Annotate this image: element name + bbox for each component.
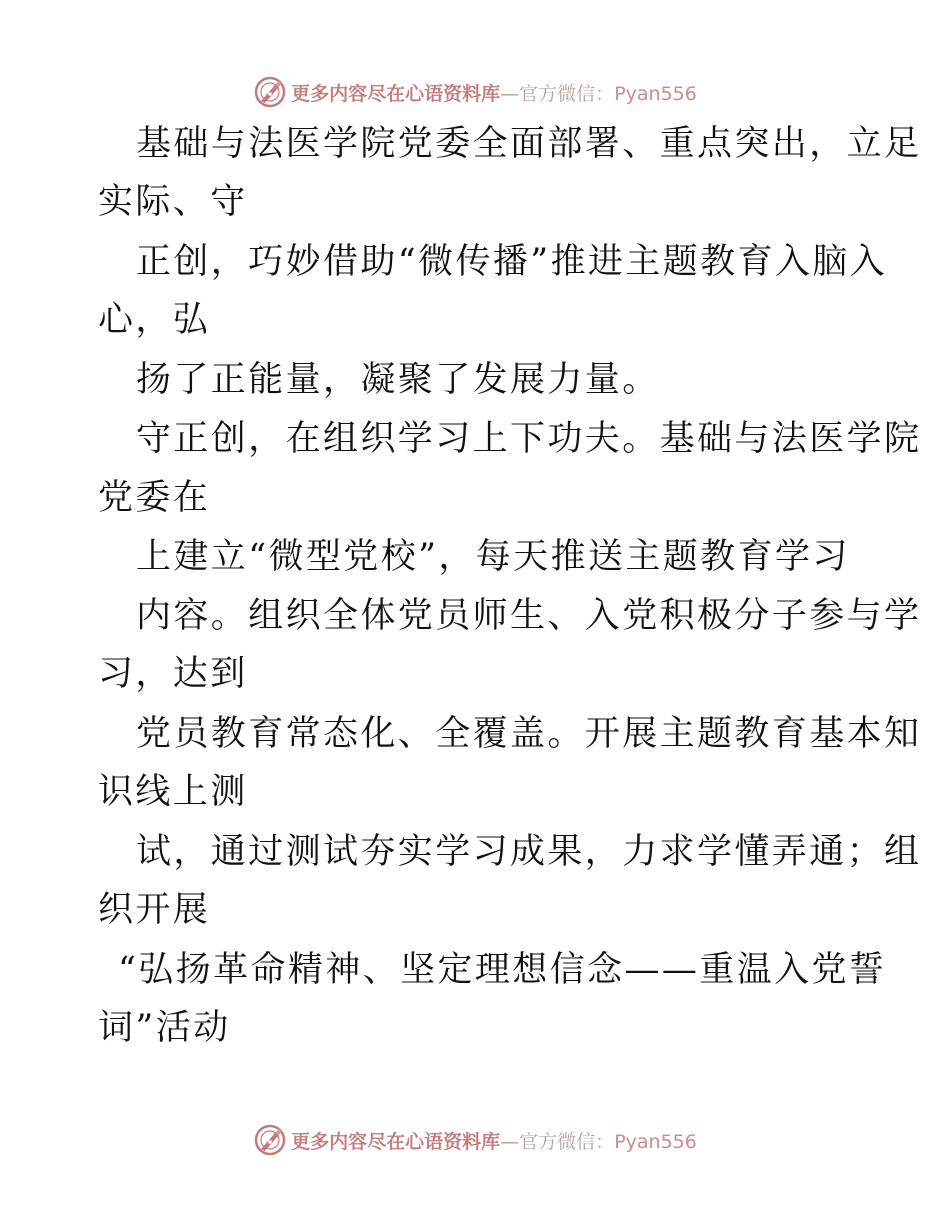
text-line: 上建立“微型党校”，每天推送主题教育学习 [136, 537, 850, 577]
text-line: 心，弘 [98, 300, 211, 340]
text-line: 词”活动 [98, 1008, 231, 1048]
text-line: 党委在 [98, 478, 211, 518]
text-line: 习，达到 [98, 654, 248, 694]
watermark-text [291, 79, 697, 106]
text-line: 实际、守 [98, 182, 248, 222]
watermark-separator: — [500, 1130, 520, 1153]
header-watermark [0, 72, 950, 112]
text-line: 正创，巧妙借助“微传播”推进主题教育入脑入 [136, 242, 888, 282]
watermark-wechat-id: Pyan556 [614, 1130, 697, 1153]
text-line: 扬了正能量，凝聚了发展力量。 [136, 360, 660, 400]
pen-nib-seal-icon [253, 75, 287, 109]
text-line: 内容。组织全体党员师生、入党积极分子参与学 [136, 596, 922, 636]
watermark-text [291, 1127, 697, 1154]
text-line: 试，通过测试夯实学习成果，力求学懂弄通；组 [136, 832, 922, 872]
footer-watermark [0, 1120, 950, 1160]
text-line: 基础与法医学院党委全面部署、重点突出，立足 [136, 124, 922, 164]
watermark-brand: 更多内容尽在心语资料库 [291, 82, 501, 105]
text-line: 守正创，在组织学习上下功夫。基础与法医学院 [136, 419, 922, 459]
pen-nib-seal-icon [253, 1123, 287, 1157]
watermark-brand: 更多内容尽在心语资料库 [291, 1130, 501, 1153]
watermark-wechat-id: Pyan556 [614, 82, 697, 105]
watermark-wechat-label: 官方微信： [519, 1130, 615, 1153]
text-line: 识线上测 [98, 772, 248, 812]
watermark-wechat-label: 官方微信： [519, 82, 615, 105]
text-line: 织开展 [98, 890, 211, 930]
watermark-separator: — [500, 82, 520, 105]
text-line: 党员教育常态化、全覆盖。开展主题教育基本知 [136, 714, 922, 754]
text-line: “弘扬革命精神、坚定理想信念——重温入党誓 [118, 950, 887, 990]
